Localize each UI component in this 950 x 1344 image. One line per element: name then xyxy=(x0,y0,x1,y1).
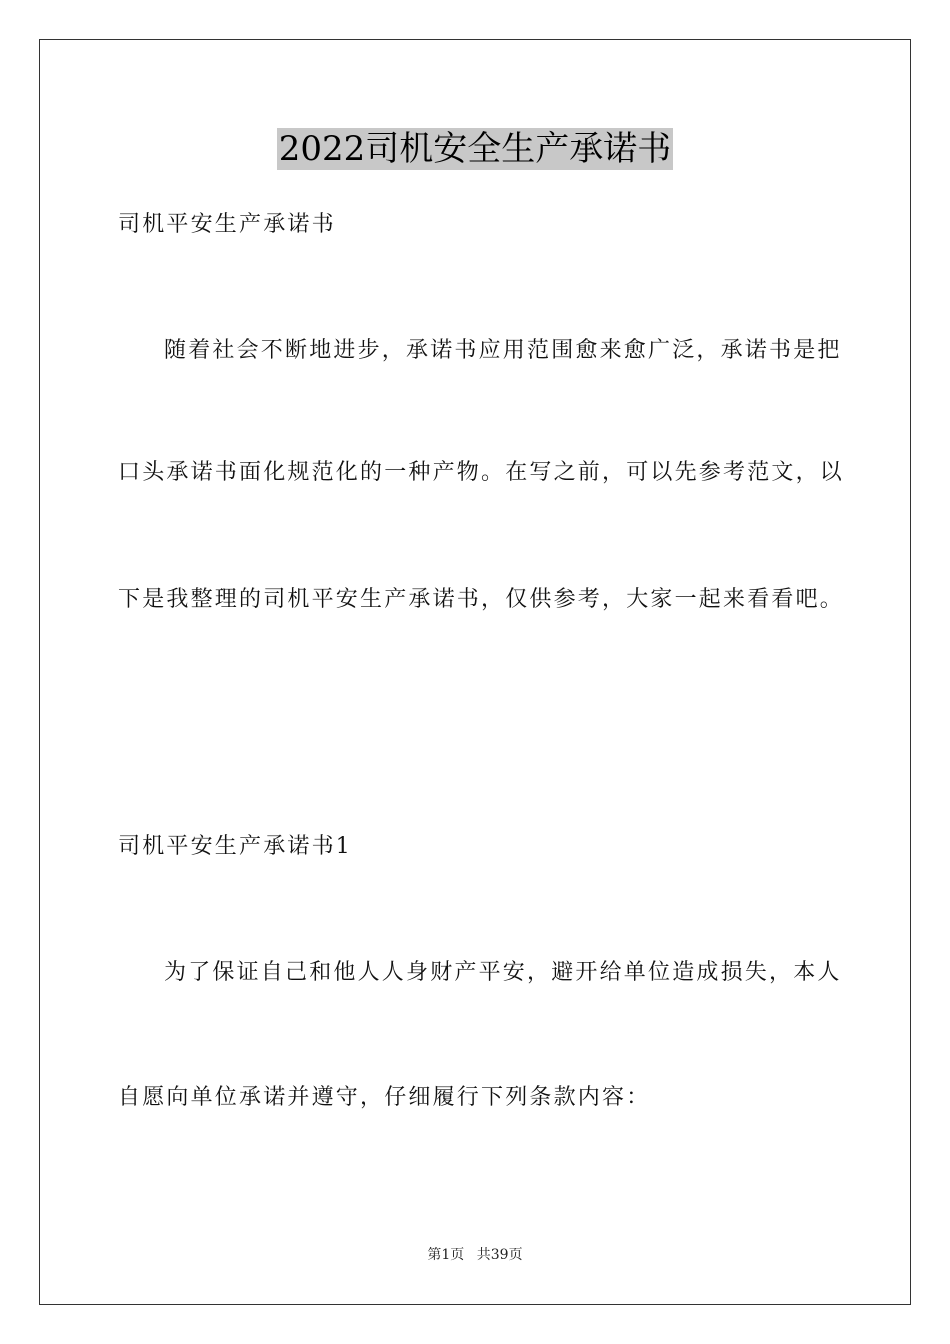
section-paragraph-line: 自愿向单位承诺并遵守，仔细履行下列条款内容： xyxy=(118,1085,651,1110)
page-footer xyxy=(0,1246,950,1264)
intro-paragraph-line: 随着社会不断地进步，承诺书应用范围愈来愈广泛，承诺书是把 xyxy=(164,338,842,363)
section-heading: 司机平安生产承诺书1 xyxy=(118,834,352,859)
title-container xyxy=(0,128,950,170)
section-paragraph-line: 为了保证自己和他人人身财产平安，避开给单位造成损失，本人 xyxy=(164,960,842,985)
intro-paragraph-line: 口头承诺书面化规范化的一种产物。在写之前，可以先参考范文，以 xyxy=(118,460,845,485)
total-pages-label: 共39页 xyxy=(476,1247,523,1263)
document-subtitle: 司机平安生产承诺书 xyxy=(118,212,336,237)
document-title: 2022司机安全生产承诺书 xyxy=(278,129,672,169)
intro-paragraph-line: 下是我整理的司机平安生产承诺书，仅供参考，大家一起来看看吧。 xyxy=(118,587,845,612)
page-number-label: 第1页 xyxy=(427,1247,465,1263)
